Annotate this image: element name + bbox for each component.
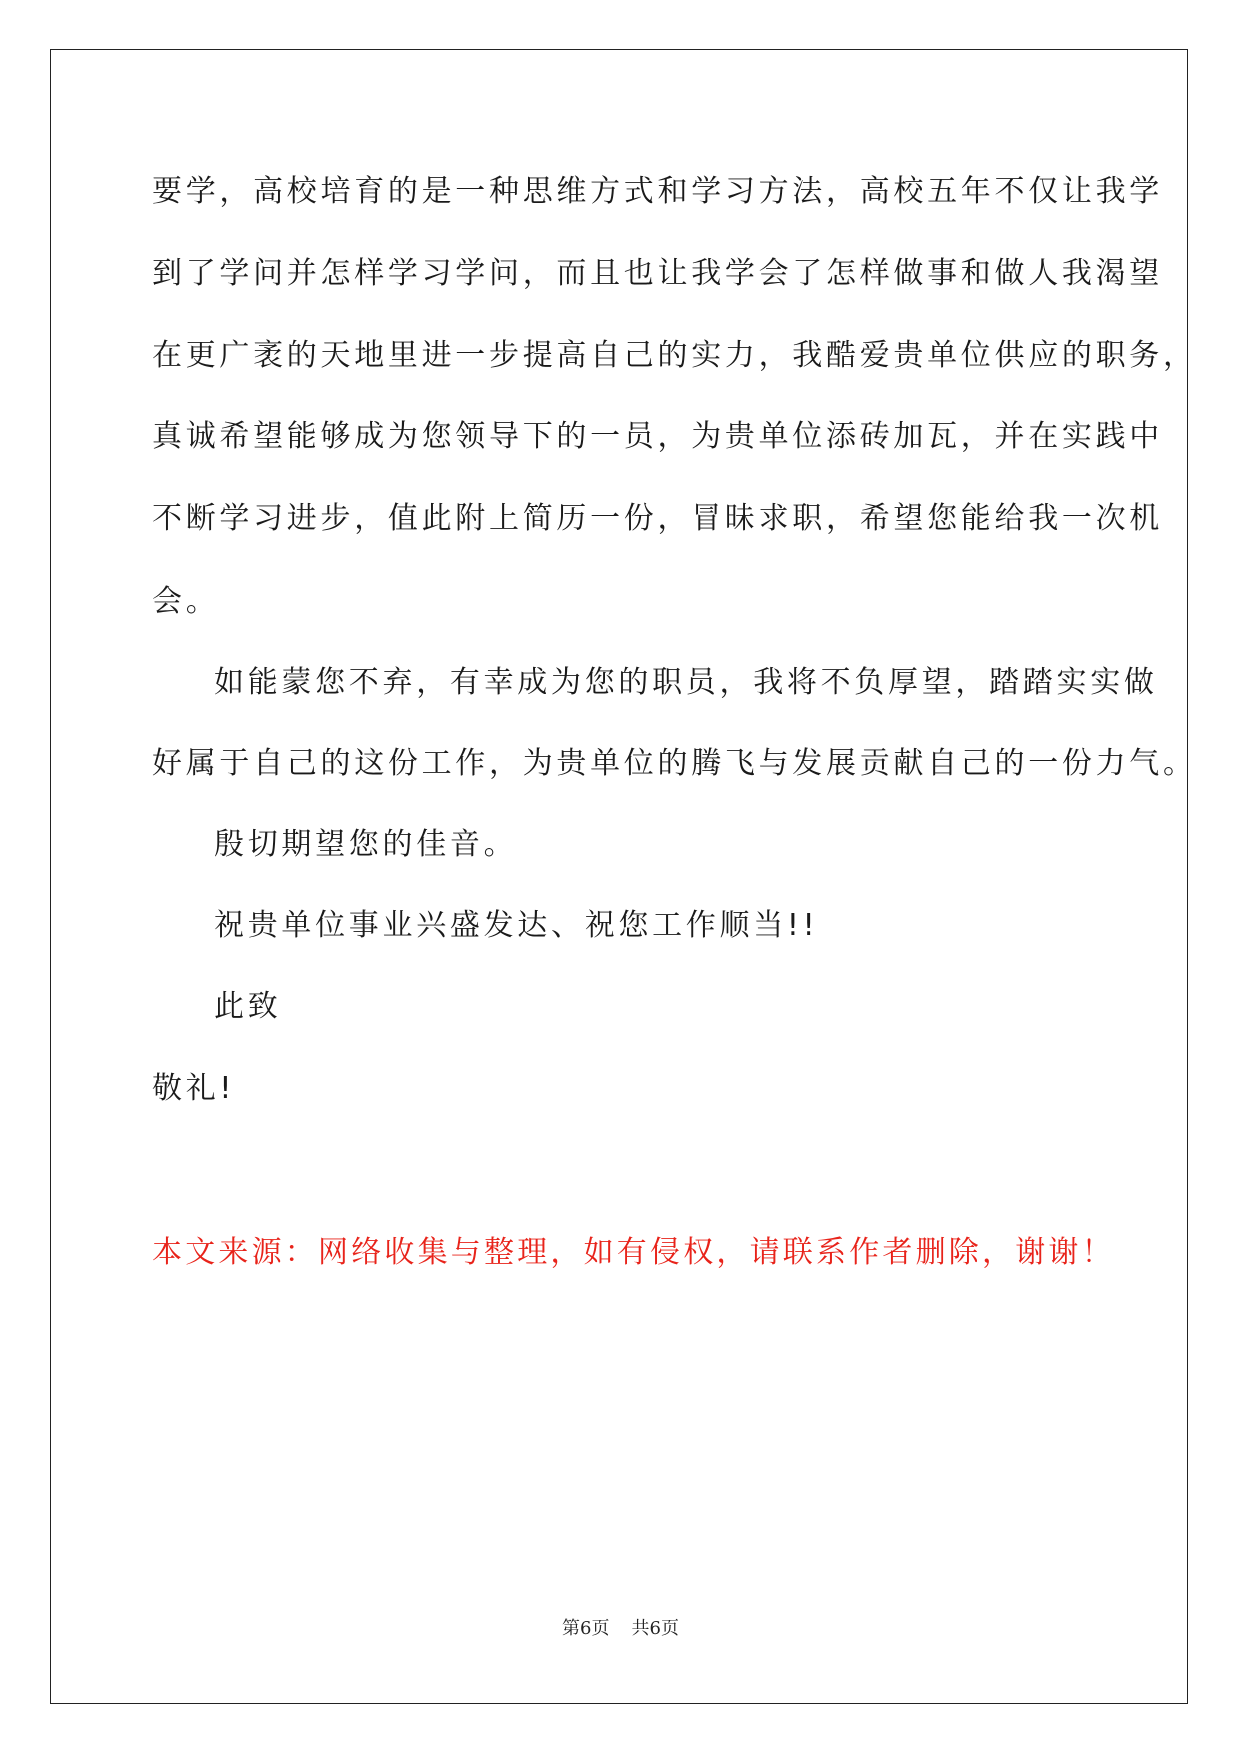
body-line-2: 到了学问并怎样学习学问，而且也让我学会了怎样做事和做人我渴望 bbox=[152, 256, 1163, 291]
closing-wish-line: 殷切期望您的佳音。 bbox=[214, 827, 518, 862]
regards-line: 敬礼! bbox=[152, 1071, 236, 1106]
body-line-5: 不断学习进步，值此附上简历一份，冒昧求职，希望您能给我一次机 bbox=[152, 501, 1163, 536]
blessing-line: 祝贵单位事业兴盛发达、祝您工作顺当!! bbox=[214, 908, 819, 943]
body-line-4: 真诚希望能够成为您领导下的一员，为贵单位添砖加瓦，并在实践中 bbox=[152, 419, 1163, 454]
body-line-1: 要学，高校培育的是一种思维方式和学习方法，高校五年不仅让我学 bbox=[152, 174, 1163, 209]
source-note: 本文来源：网络收集与整理，如有侵权，请联系作者删除，谢谢！ bbox=[152, 1235, 1115, 1270]
body-line-7: 如能蒙您不弃，有幸成为您的职员，我将不负厚望，踏踏实实做 bbox=[214, 665, 1158, 700]
body-line-6: 会。 bbox=[152, 584, 220, 619]
body-line-8: 好属于自己的这份工作，为贵单位的腾飞与发展贡献自己的一份力气。 bbox=[152, 746, 1197, 781]
total-pages-label: 共6页 bbox=[631, 1618, 679, 1639]
page-footer bbox=[0, 1614, 1241, 1640]
current-page-label: 第6页 bbox=[562, 1618, 610, 1639]
body-line-3: 在更广袤的天地里进一步提高自己的实力，我酷爱贵单位供应的职务， bbox=[152, 338, 1197, 373]
salutation-line: 此致 bbox=[214, 989, 282, 1024]
page-border bbox=[50, 49, 1188, 1704]
